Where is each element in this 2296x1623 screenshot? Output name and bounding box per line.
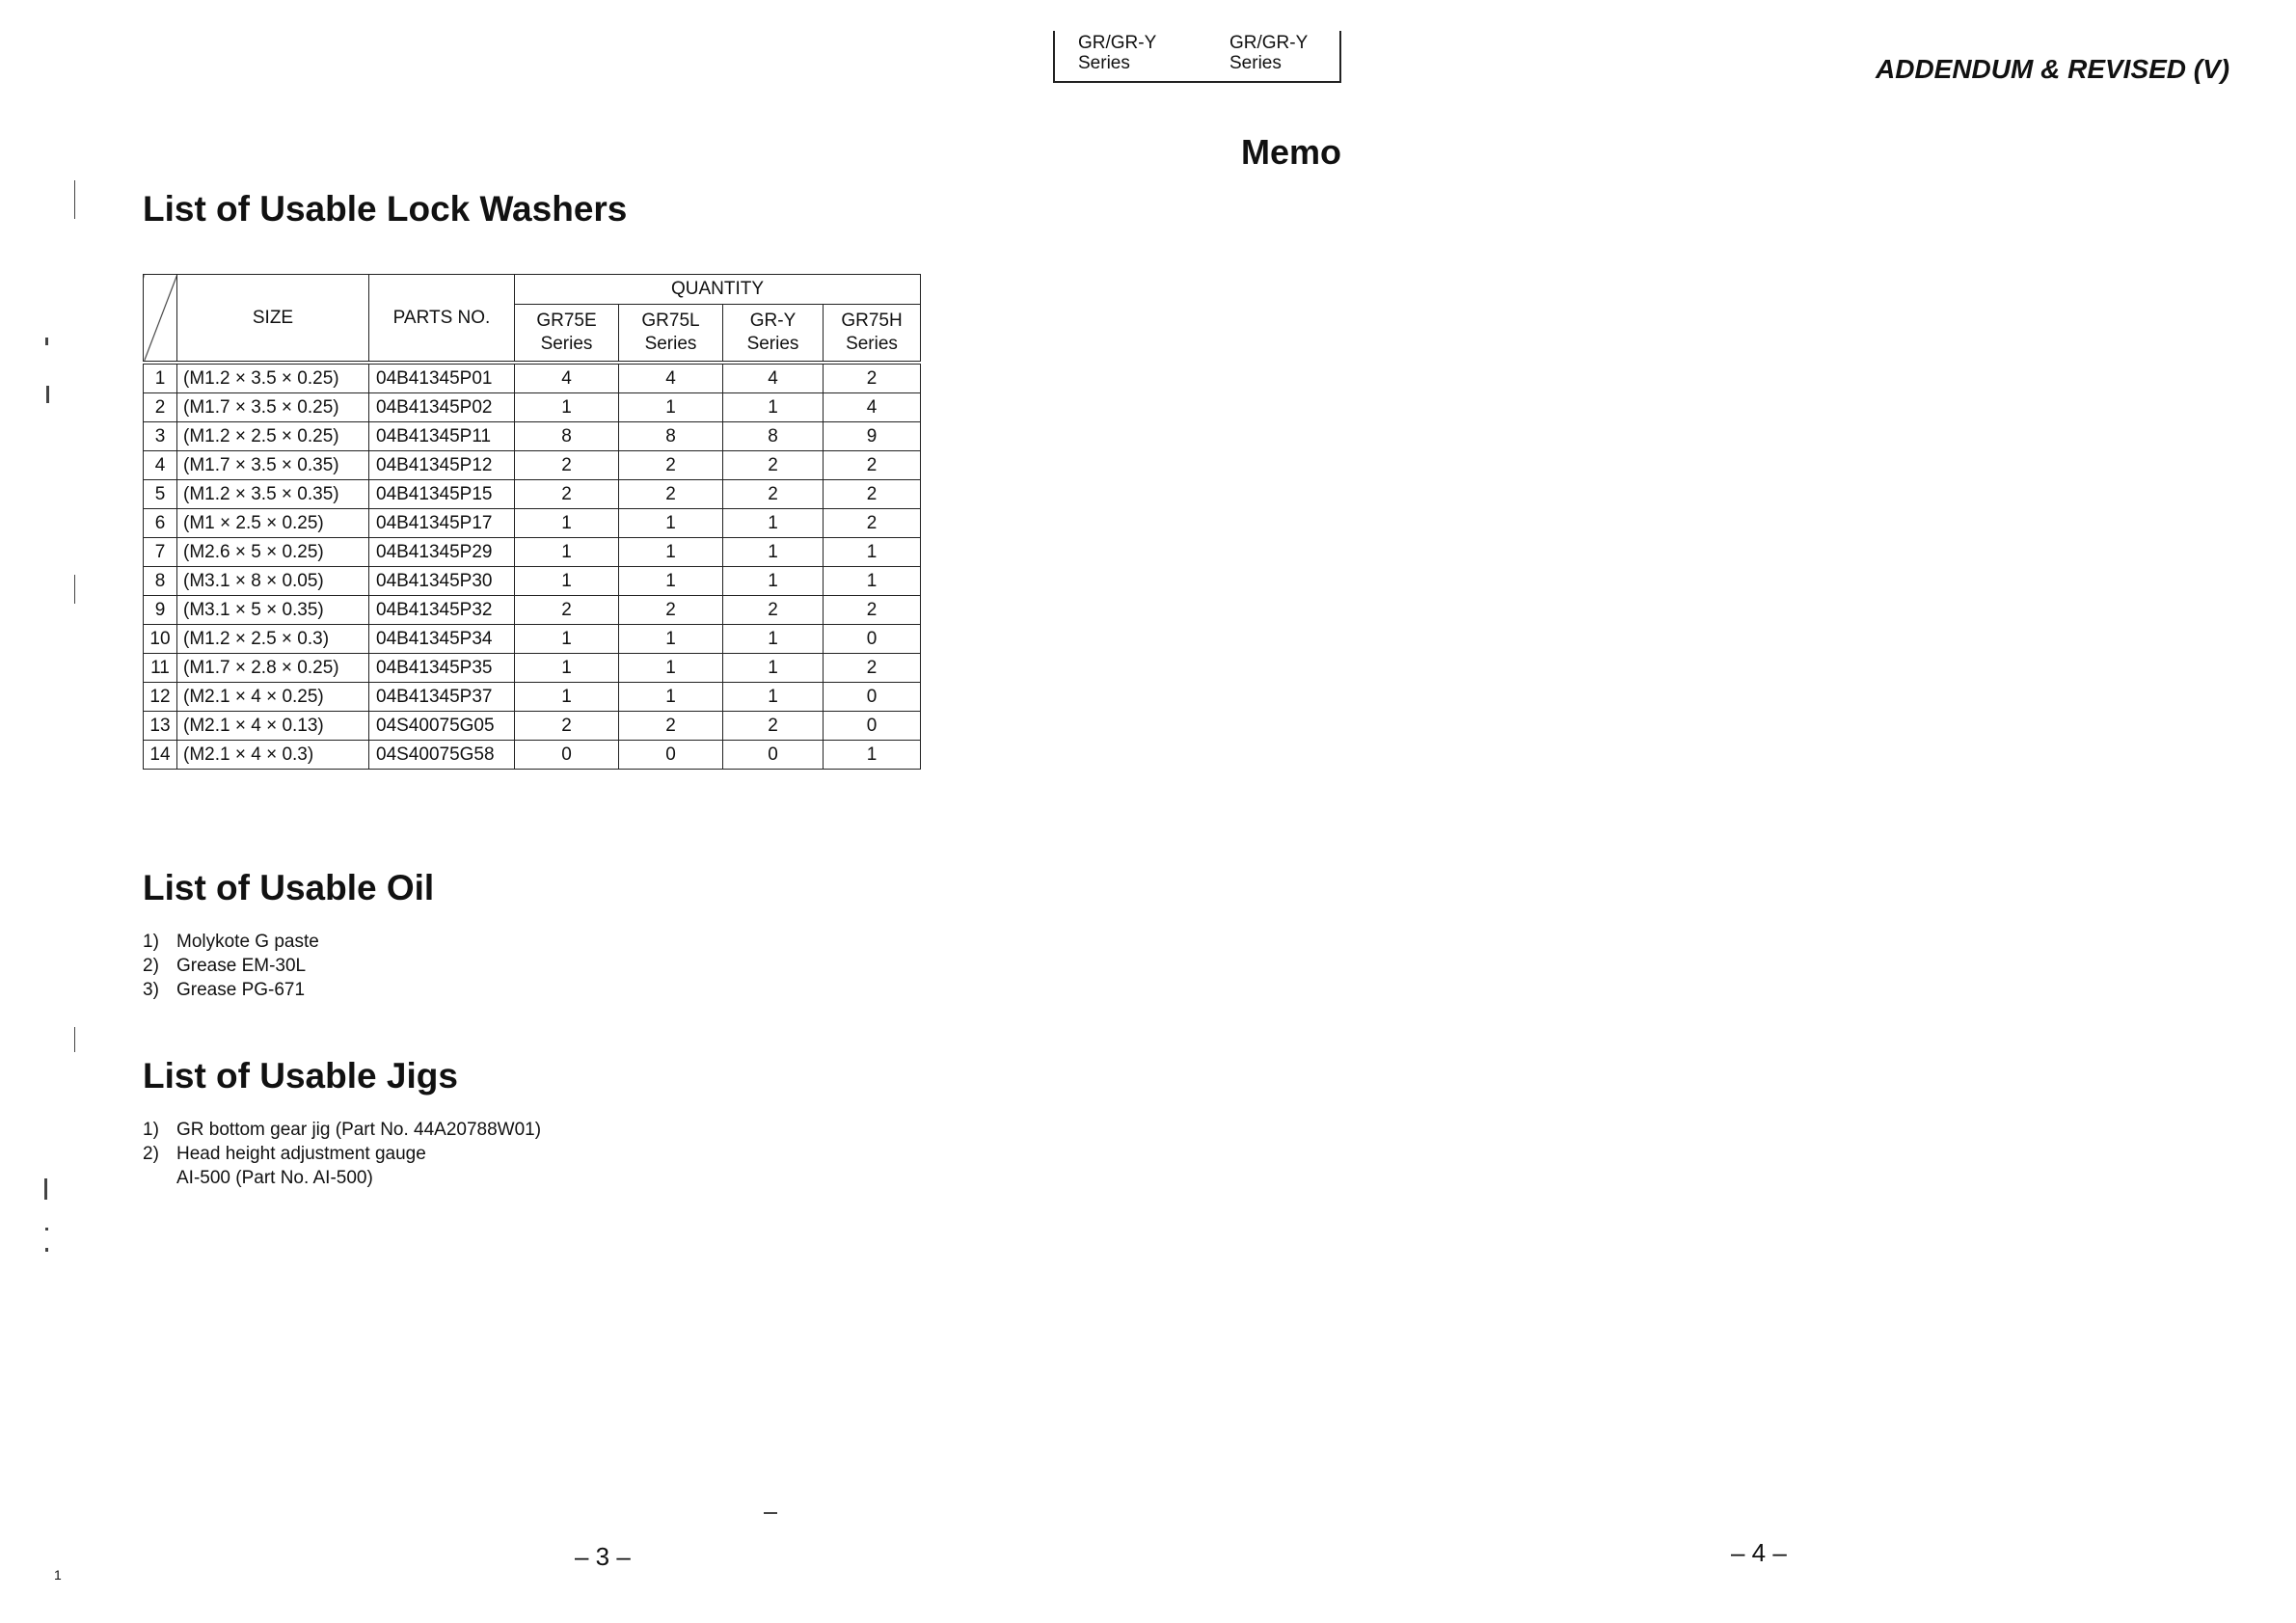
table-row (144, 393, 921, 422)
row-size: (M1.7 × 2.8 × 0.25) (177, 654, 369, 683)
row-quantity: 4 (824, 393, 921, 422)
row-number: 13 (144, 712, 177, 741)
row-quantity: 0 (515, 741, 619, 770)
row-number: 7 (144, 538, 177, 567)
lock-washers-title: List of Usable Lock Washers (143, 189, 628, 229)
row-part-no: 04B41345P02 (369, 393, 515, 422)
row-part-no: 04S40075G58 (369, 741, 515, 770)
row-part-no: 04B41345P30 (369, 567, 515, 596)
table-row (144, 654, 921, 683)
list-item-number: 1) (143, 932, 159, 952)
row-part-no: 04B41345P29 (369, 538, 515, 567)
col-header-model (723, 305, 824, 364)
table-row (144, 451, 921, 480)
model-name: GR75E (536, 311, 597, 331)
jigs-list (143, 1118, 541, 1190)
row-quantity: 1 (619, 683, 723, 712)
table-row (144, 509, 921, 538)
row-quantity: 1 (515, 509, 619, 538)
header-model-right-line2: Series (1229, 53, 1282, 73)
row-size: (M1.2 × 2.5 × 0.25) (177, 422, 369, 451)
row-quantity: 2 (619, 480, 723, 509)
row-quantity: 1 (619, 393, 723, 422)
row-quantity: 8 (619, 422, 723, 451)
col-header-model (619, 305, 723, 364)
row-quantity: 8 (723, 422, 824, 451)
header-model-right-line1: GR/GR-Y (1229, 33, 1309, 53)
row-quantity: 1 (824, 567, 921, 596)
row-quantity: 2 (619, 451, 723, 480)
row-size: (M1.7 × 3.5 × 0.35) (177, 451, 369, 480)
row-quantity: 1 (515, 538, 619, 567)
model-name: GR75H (841, 311, 903, 331)
row-quantity: 2 (824, 509, 921, 538)
table-corner-diagonal (144, 275, 177, 364)
row-quantity: 4 (619, 363, 723, 393)
row-size: (M2.1 × 4 × 0.13) (177, 712, 369, 741)
model-header-box (1053, 31, 1341, 83)
row-size: (M1.2 × 3.5 × 0.25) (177, 363, 369, 393)
col-header-size: SIZE (177, 275, 369, 364)
model-series: Series (846, 334, 898, 354)
row-number: 9 (144, 596, 177, 625)
memo-heading: Memo (1241, 132, 1342, 172)
list-item-number: 1) (143, 1120, 159, 1140)
row-number: 14 (144, 741, 177, 770)
scan-mark (74, 1027, 75, 1052)
row-quantity: 0 (824, 625, 921, 654)
row-part-no: 04S40075G05 (369, 712, 515, 741)
jigs-title: List of Usable Jigs (143, 1056, 458, 1096)
row-size: (M2.1 × 4 × 0.3) (177, 741, 369, 770)
row-quantity: 1 (824, 538, 921, 567)
row-quantity: 2 (824, 363, 921, 393)
row-quantity: 1 (824, 741, 921, 770)
row-quantity: 0 (723, 741, 824, 770)
lock-washers-rows (144, 363, 921, 770)
row-quantity: 1 (723, 567, 824, 596)
row-size: (M1.2 × 3.5 × 0.35) (177, 480, 369, 509)
list-item (143, 978, 319, 1002)
header-model-left-line1: GR/GR-Y (1078, 33, 1157, 53)
row-quantity: 1 (619, 509, 723, 538)
row-quantity: 1 (723, 683, 824, 712)
row-size: (M2.6 × 5 × 0.25) (177, 538, 369, 567)
row-quantity: 1 (723, 625, 824, 654)
row-quantity: 8 (515, 422, 619, 451)
col-header-model (824, 305, 921, 364)
col-header-model (515, 305, 619, 364)
list-item (143, 1118, 541, 1142)
list-item-number: 3) (143, 980, 159, 1000)
row-size: (M1 × 2.5 × 0.25) (177, 509, 369, 538)
row-quantity: 1 (515, 683, 619, 712)
model-series: Series (746, 334, 799, 354)
row-size: (M1.7 × 3.5 × 0.25) (177, 393, 369, 422)
list-item (143, 930, 319, 954)
row-quantity: 1 (723, 654, 824, 683)
table-row (144, 625, 921, 654)
table-row (144, 741, 921, 770)
row-number: 12 (144, 683, 177, 712)
list-item-number: 2) (143, 956, 159, 976)
row-quantity: 0 (824, 712, 921, 741)
scan-mark (45, 1248, 48, 1252)
header-model-left (1078, 33, 1156, 73)
model-series: Series (540, 334, 593, 354)
row-quantity: 2 (515, 480, 619, 509)
table-row (144, 596, 921, 625)
row-part-no: 04B41345P32 (369, 596, 515, 625)
row-size: (M1.2 × 2.5 × 0.3) (177, 625, 369, 654)
page-number-left: – 3 – (575, 1542, 631, 1571)
list-item-text: GR bottom gear jig (Part No. 44A20788W01) (176, 1120, 542, 1140)
margin-mark-text: 1 (54, 1567, 62, 1582)
row-size: (M3.1 × 8 × 0.05) (177, 567, 369, 596)
addendum-title: ADDENDUM & REVISED (V) (1876, 54, 2230, 84)
list-item-number: 2) (143, 1144, 159, 1164)
row-part-no: 04B41345P17 (369, 509, 515, 538)
scan-mark (46, 386, 49, 403)
oil-list (143, 930, 319, 1002)
col-header-quantity: QUANTITY (515, 275, 921, 305)
scan-mark (74, 180, 75, 219)
model-name: GR-Y (749, 311, 797, 331)
table-row (144, 567, 921, 596)
row-number: 8 (144, 567, 177, 596)
row-quantity: 1 (723, 538, 824, 567)
row-quantity: 1 (619, 538, 723, 567)
header-model-left-line2: Series (1078, 53, 1130, 73)
row-quantity: 1 (515, 567, 619, 596)
row-size: (M3.1 × 5 × 0.35) (177, 596, 369, 625)
row-quantity: 2 (723, 596, 824, 625)
list-item-text: Grease PG-671 (176, 980, 306, 1000)
col-header-parts-no: PARTS NO. (369, 275, 515, 364)
oil-title: List of Usable Oil (143, 868, 435, 907)
row-number: 5 (144, 480, 177, 509)
row-quantity: 2 (824, 480, 921, 509)
row-number: 4 (144, 451, 177, 480)
row-quantity: 2 (515, 451, 619, 480)
scan-mark (74, 575, 75, 604)
table-row (144, 712, 921, 741)
header-model-right (1229, 33, 1308, 73)
table-row (144, 480, 921, 509)
row-quantity: 2 (723, 451, 824, 480)
row-quantity: 9 (824, 422, 921, 451)
table-row (144, 363, 921, 393)
row-quantity: 1 (723, 393, 824, 422)
model-name: GR75L (641, 311, 700, 331)
row-part-no: 04B41345P37 (369, 683, 515, 712)
row-number: 6 (144, 509, 177, 538)
row-quantity: 2 (723, 480, 824, 509)
row-quantity: 1 (515, 625, 619, 654)
row-part-no: 04B41345P12 (369, 451, 515, 480)
row-part-no: 04B41345P11 (369, 422, 515, 451)
scan-mark (45, 338, 48, 345)
row-quantity: 1 (515, 393, 619, 422)
model-series: Series (644, 334, 697, 354)
row-part-no: 04B41345P34 (369, 625, 515, 654)
row-quantity: 1 (619, 654, 723, 683)
list-item-text: Molykote G paste (176, 932, 319, 952)
list-item-text: Head height adjustment gauge (176, 1144, 426, 1164)
row-part-no: 04B41345P15 (369, 480, 515, 509)
row-quantity: 2 (515, 596, 619, 625)
row-number: 11 (144, 654, 177, 683)
list-item-text: Grease EM-30L (176, 956, 307, 976)
row-number: 2 (144, 393, 177, 422)
list-item (143, 954, 319, 978)
table-row (144, 422, 921, 451)
row-quantity: 0 (824, 683, 921, 712)
row-number: 1 (144, 363, 177, 393)
row-quantity: 1 (723, 509, 824, 538)
page-number-right: – 4 – (1731, 1538, 1787, 1567)
row-quantity: 1 (515, 654, 619, 683)
row-number: 10 (144, 625, 177, 654)
row-quantity: 2 (619, 712, 723, 741)
row-quantity: 2 (824, 654, 921, 683)
row-quantity: 4 (723, 363, 824, 393)
lock-washers-table (143, 274, 921, 770)
row-quantity: 1 (619, 625, 723, 654)
row-quantity: 2 (619, 596, 723, 625)
row-quantity: 1 (619, 567, 723, 596)
row-size: (M2.1 × 4 × 0.25) (177, 683, 369, 712)
row-quantity: 2 (824, 596, 921, 625)
list-item-text-continued: AI-500 (Part No. AI-500) (176, 1168, 373, 1188)
table-row (144, 683, 921, 712)
row-quantity: 2 (824, 451, 921, 480)
table-row (144, 538, 921, 567)
row-quantity: 0 (619, 741, 723, 770)
list-item (143, 1142, 541, 1190)
row-quantity: 4 (515, 363, 619, 393)
scan-mark (45, 1228, 48, 1231)
row-number: 3 (144, 422, 177, 451)
row-quantity: 2 (515, 712, 619, 741)
scan-mark (764, 1512, 777, 1514)
row-part-no: 04B41345P01 (369, 363, 515, 393)
row-quantity: 2 (723, 712, 824, 741)
scan-mark (44, 1178, 47, 1200)
row-part-no: 04B41345P35 (369, 654, 515, 683)
